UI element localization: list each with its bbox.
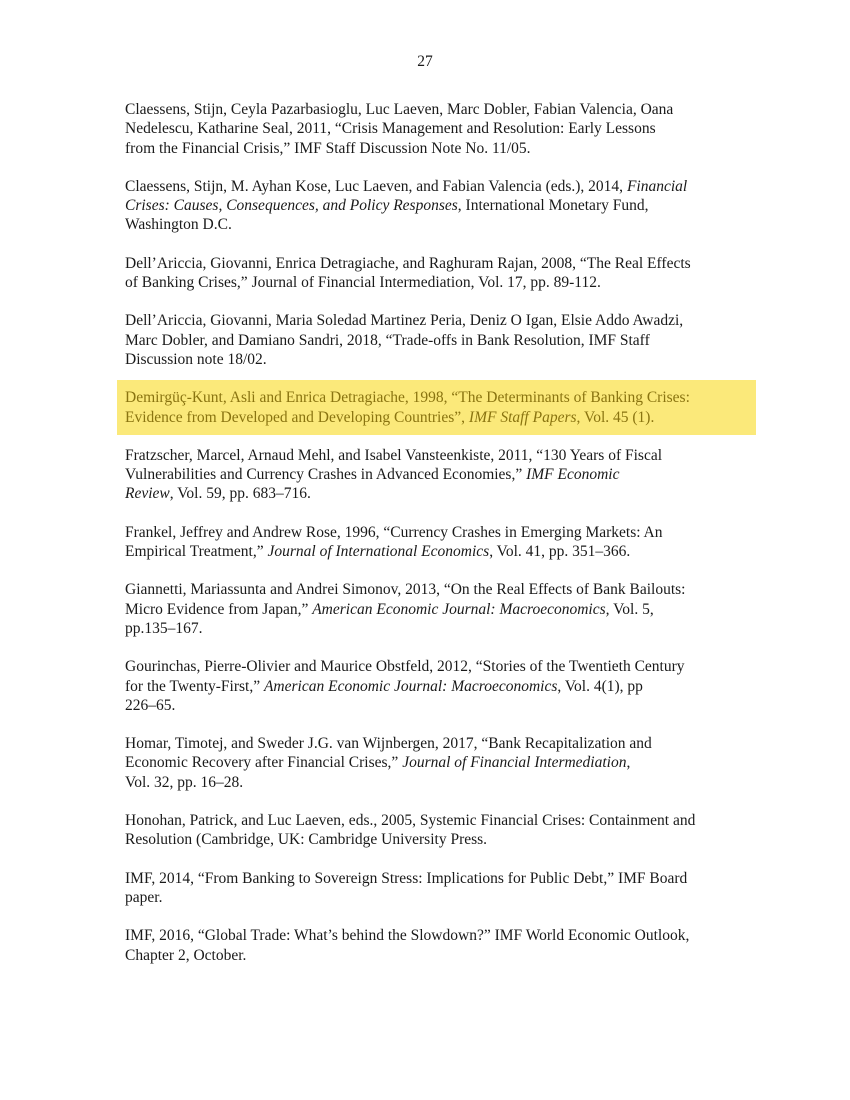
reference-line bbox=[125, 926, 750, 945]
reference-line bbox=[125, 753, 750, 772]
reference-entry bbox=[125, 523, 750, 562]
reference-line bbox=[125, 523, 750, 542]
reference-entry bbox=[125, 311, 750, 369]
reference-line bbox=[125, 119, 750, 138]
reference-text: , Vol. 45 (1). bbox=[576, 408, 655, 426]
reference-line bbox=[125, 830, 750, 849]
reference-text: Dell’Ariccia, Giovanni, Enrica Detragiache, and Raghuram Rajan, 2008, “The Real Effects bbox=[125, 254, 691, 272]
reference-text: pp.135–167. bbox=[125, 619, 203, 637]
reference-line bbox=[125, 484, 750, 503]
reference-line bbox=[125, 311, 750, 330]
reference-line bbox=[125, 254, 750, 273]
reference-entry bbox=[125, 254, 750, 293]
reference-italic-title: Journal of International Economics bbox=[267, 543, 490, 561]
reference-text: Discussion note 18/02. bbox=[125, 350, 267, 368]
reference-text: from the Financial Crisis,” IMF Staff Discussion Note No. 11/05. bbox=[125, 139, 531, 157]
reference-text: Chapter 2, October. bbox=[125, 946, 247, 964]
reference-text: of Banking Crises,” Journal of Financial Intermediation, Vol. 17, pp. 89-112. bbox=[125, 274, 601, 292]
reference-line bbox=[125, 177, 750, 196]
reference-italic-title: IMF Economic bbox=[526, 466, 620, 484]
reference-entry bbox=[125, 580, 750, 638]
reference-line bbox=[125, 215, 750, 234]
reference-text: Claessens, Stijn, Ceyla Pazarbasioglu, Luc Laeven, Marc Dobler, Fabian Valencia, Oana bbox=[125, 101, 674, 118]
reference-text: paper. bbox=[125, 888, 163, 906]
reference-entry bbox=[125, 100, 750, 158]
reference-line bbox=[125, 580, 750, 599]
reference-text: 226–65. bbox=[125, 696, 176, 714]
reference-text: Dell’Ariccia, Giovanni, Maria Soledad Martinez Peria, Deniz O Igan, Elsie Addo Awadzi, bbox=[125, 312, 684, 330]
reference-entry bbox=[125, 446, 750, 504]
page-number: 27 bbox=[417, 53, 433, 70]
reference-text: Marc Dobler, and Damiano Sandri, 2018, “Trade-offs in Bank Resolution, IMF Staff bbox=[125, 331, 650, 349]
reference-entry bbox=[125, 657, 750, 715]
reference-line bbox=[125, 773, 750, 792]
reference-text: for the Twenty-First,” bbox=[125, 677, 264, 695]
reference-text: Vulnerabilities and Currency Crashes in Advanced Economies,” bbox=[125, 466, 527, 484]
reference-text: , Vol. 41, pp. 351–366. bbox=[489, 543, 631, 561]
reference-text: Frankel, Jeffrey and Andrew Rose, 1996, “Currency Crashes in Emerging Markets: An bbox=[125, 523, 663, 541]
reference-list bbox=[125, 100, 750, 984]
reference-italic-title: Review bbox=[125, 485, 170, 503]
reference-text: , Vol. 4(1), pp bbox=[557, 677, 643, 695]
reference-line bbox=[125, 542, 750, 561]
reference-text: Vol. 5, bbox=[609, 600, 654, 618]
reference-line bbox=[125, 696, 750, 715]
reference-line bbox=[125, 657, 750, 676]
reference-italic-title: American Economic Journal: Macroeconomics bbox=[263, 677, 558, 695]
reference-text: Economic Recovery after Financial Crises,” bbox=[125, 754, 403, 772]
reference-line bbox=[125, 139, 750, 158]
reference-entry bbox=[125, 926, 750, 965]
reference-text: Homar, Timotej, and Sweder J.G. van Wijnbergen, 2017, “Bank Recapitalization and bbox=[125, 735, 652, 753]
reference-text: Micro Evidence from Japan,” bbox=[125, 600, 313, 618]
reference-line bbox=[125, 446, 750, 465]
highlighted-reference-entry bbox=[117, 380, 756, 435]
reference-text: , bbox=[626, 754, 631, 772]
reference-line bbox=[125, 100, 750, 119]
reference-line bbox=[125, 734, 750, 753]
reference-line bbox=[125, 888, 750, 907]
reference-italic-title: American Economic Journal: Macroeconomics, bbox=[312, 600, 610, 618]
reference-italic-title: Crises: Causes, Consequences, and Policy Responses bbox=[125, 197, 458, 215]
reference-text: Empirical Treatment,” bbox=[125, 543, 268, 561]
reference-text: Nedelescu, Katharine Seal, 2011, “Crisis Management and Resolution: Early Lessons bbox=[125, 120, 656, 138]
reference-line bbox=[125, 465, 750, 484]
reference-text: Claessens, Stijn, M. Ayhan Kose, Luc Laeven, and Fabian Valencia (eds.), 2014, bbox=[125, 177, 627, 195]
reference-line bbox=[125, 196, 750, 215]
reference-entry bbox=[125, 177, 750, 235]
reference-line bbox=[125, 677, 750, 696]
reference-text: Evidence from Developed and Developing Countries”, bbox=[125, 408, 469, 426]
reference-line bbox=[125, 273, 750, 292]
reference-line bbox=[125, 350, 750, 369]
reference-text: IMF, 2016, “Global Trade: What’s behind the Slowdown?” IMF World Economic Outlook, bbox=[125, 927, 690, 945]
reference-text: , Vol. 59, pp. 683–716. bbox=[169, 485, 311, 503]
reference-line bbox=[125, 946, 750, 965]
reference-line bbox=[125, 619, 750, 638]
reference-text: Washington D.C. bbox=[125, 216, 232, 234]
reference-text: Resolution (Cambridge, UK: Cambridge University Press. bbox=[125, 831, 488, 849]
reference-line bbox=[125, 408, 756, 427]
reference-text: Giannetti, Mariassunta and Andrei Simonov, 2013, “On the Real Effects of Bank Bailouts: bbox=[125, 581, 686, 599]
reference-line bbox=[125, 331, 750, 350]
reference-italic-title: Financial bbox=[626, 177, 688, 195]
reference-text: Honohan, Patrick, and Luc Laeven, eds., 2005, Systemic Financial Crises: Containment and bbox=[125, 812, 696, 830]
reference-italic-title: IMF Staff Papers bbox=[468, 408, 577, 426]
reference-text: Demirgüç-Kunt, Asli and Enrica Detragiache, 1998, “The Determinants of Banking Crises: bbox=[125, 389, 690, 407]
reference-entry bbox=[125, 734, 750, 792]
reference-line bbox=[125, 600, 750, 619]
reference-line bbox=[125, 869, 750, 888]
reference-text: Vol. 32, pp. 16–28. bbox=[125, 773, 244, 791]
reference-line bbox=[125, 811, 750, 830]
reference-text: Gourinchas, Pierre-Olivier and Maurice Obstfeld, 2012, “Stories of the Twentieth Century bbox=[125, 658, 685, 676]
reference-text: , International Monetary Fund, bbox=[457, 197, 649, 215]
reference-entry bbox=[125, 811, 750, 850]
reference-text: IMF, 2014, “From Banking to Sovereign Stress: Implications for Public Debt,” IMF Board bbox=[125, 869, 688, 887]
reference-text: Fratzscher, Marcel, Arnaud Mehl, and Isabel Vansteenkiste, 2011, “130 Years of Fiscal bbox=[125, 446, 663, 464]
reference-italic-title: Journal of Financial Intermediation bbox=[402, 754, 627, 772]
reference-line bbox=[125, 388, 756, 407]
reference-entry bbox=[125, 869, 750, 908]
